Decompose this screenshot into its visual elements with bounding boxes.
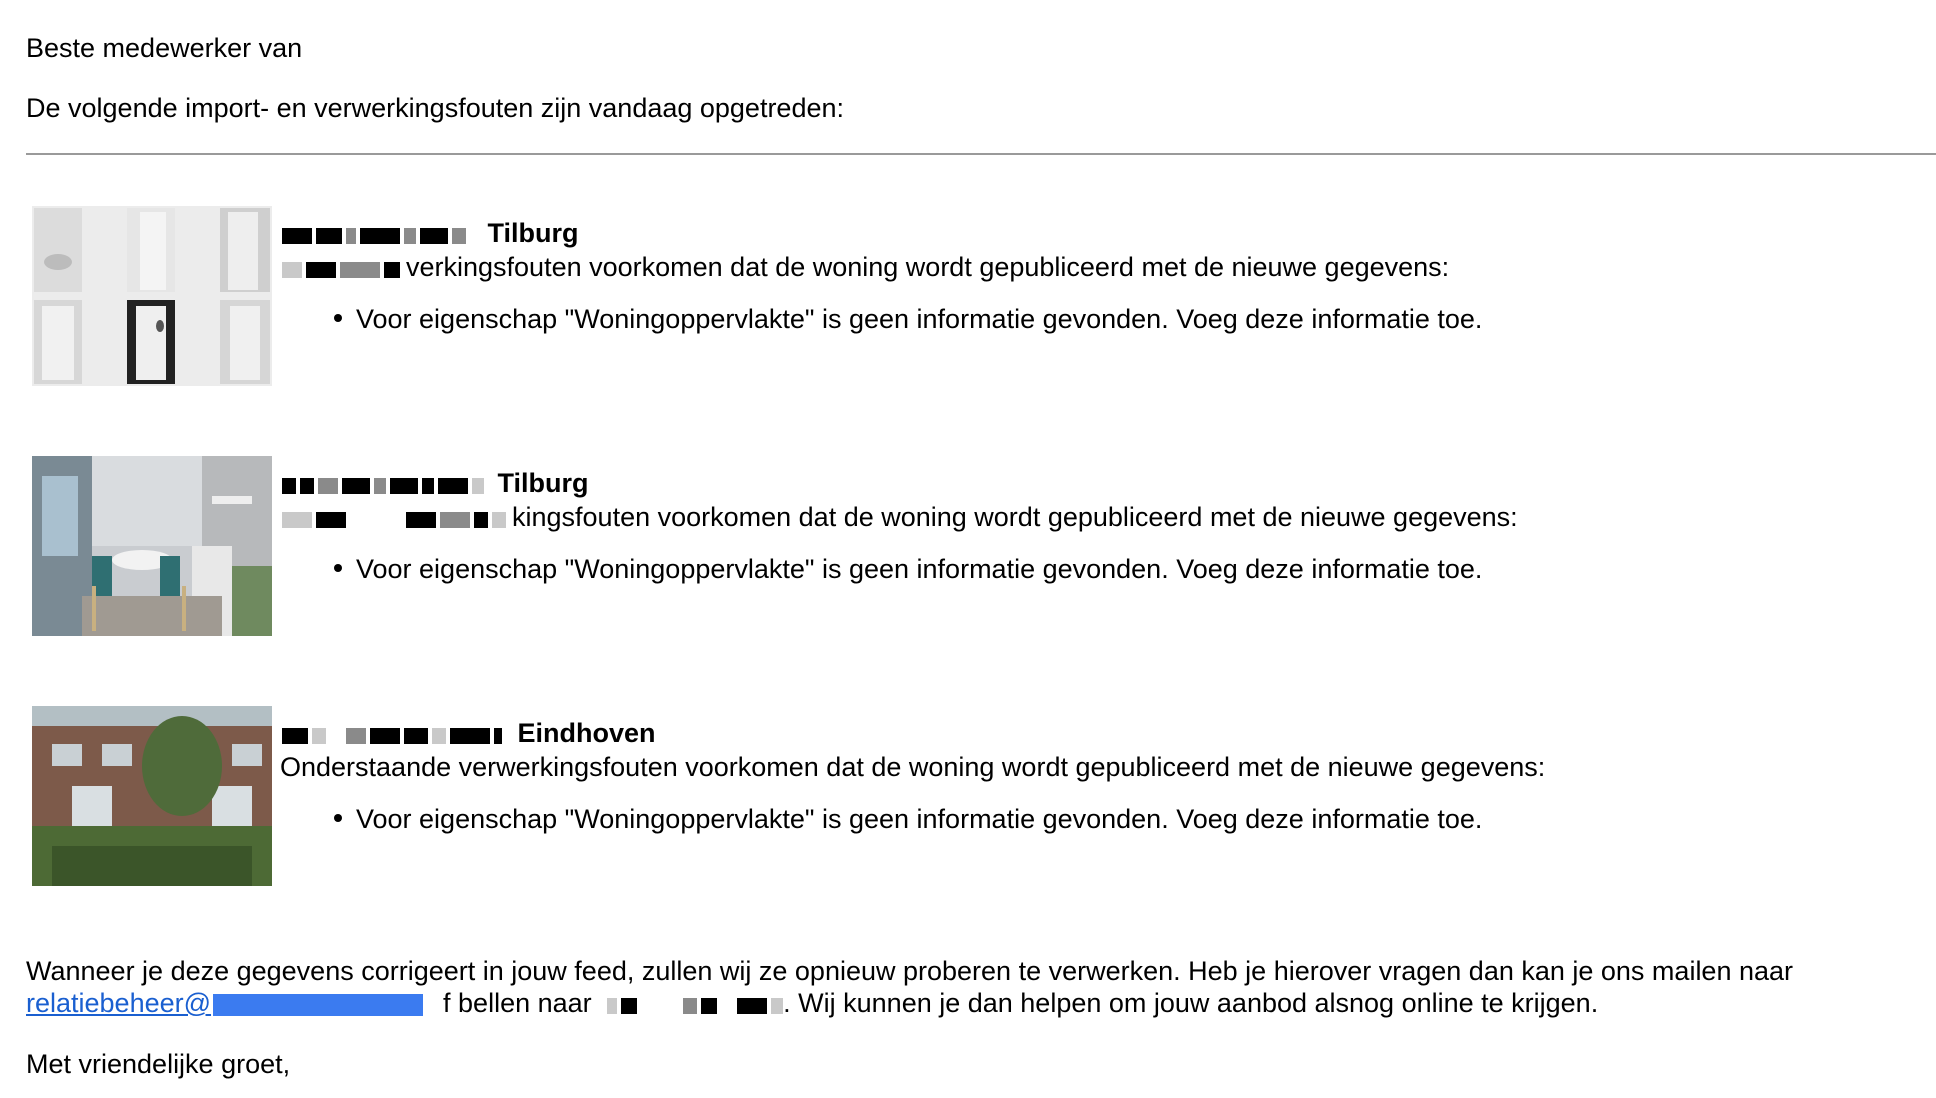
- listing-photo[interactable]: [32, 706, 272, 886]
- redacted-address: [282, 719, 510, 750]
- listing-subtitle-text: verkingsfouten voorkomen dat de woning wordt gepubliceerd met de nieuwe gegevens:: [406, 252, 1450, 282]
- error-item: [334, 554, 1482, 585]
- listing-photo[interactable]: [32, 456, 272, 636]
- bullet-icon: [334, 814, 342, 822]
- error-text: Voor eigenschap "Woningoppervlakte" is geen informatie gevonden. Voeg deze informatie toe.: [356, 804, 1483, 834]
- listing-city: Tilburg: [487, 218, 579, 248]
- greeting: Beste medewerker van: [26, 33, 303, 63]
- bullet-icon: [334, 314, 342, 322]
- redacted-email-domain: [213, 994, 423, 1016]
- listing-city: Eindhoven: [517, 718, 656, 748]
- intro-text: De volgende import- en verwerkingsfouten zijn vandaag opgetreden:: [26, 93, 845, 123]
- listing-title: [282, 468, 589, 500]
- listing-subtitle-text: kingsfouten voorkomen dat de woning wordt gepubliceerd met de nieuwe gegevens:: [512, 502, 1518, 532]
- redacted-text: [282, 253, 406, 284]
- email-link[interactable]: relatiebeheer@: [26, 988, 212, 1018]
- redacted-address: [282, 219, 480, 250]
- error-item: [334, 804, 1482, 835]
- call-text: f bellen naar: [443, 988, 592, 1018]
- redacted-address: [282, 469, 490, 500]
- listing-subtitle: [282, 502, 1518, 534]
- listing-subtitle: [280, 752, 1545, 783]
- listing-subtitle: [282, 252, 1449, 284]
- listing-title: [282, 218, 579, 250]
- divider: [26, 153, 1936, 155]
- footer-help-text: . Wij kunnen je dan helpen om jouw aanbod alsnog online te krijgen.: [783, 988, 1599, 1018]
- footer-contact-line: [26, 988, 1598, 1020]
- redacted-text: [282, 503, 512, 534]
- listing-city: Tilburg: [497, 468, 589, 498]
- bullet-icon: [334, 564, 342, 572]
- listing-subtitle-text: Onderstaande verwerkingsfouten voorkomen dat de woning wordt gepubliceerd met de nieuwe gegevens:: [280, 752, 1546, 782]
- listing-photo[interactable]: [32, 206, 272, 386]
- error-text: Voor eigenschap "Woningoppervlakte" is geen informatie gevonden. Voeg deze informatie toe.: [356, 554, 1483, 584]
- error-item: [334, 304, 1482, 335]
- closing: Met vriendelijke groet,: [26, 1049, 291, 1079]
- footer-text: Wanneer je deze gegevens corrigeert in jouw feed, zullen wij ze opnieuw proberen te verwerken. Heb je hierover vragen dan kan je ons mailen naar: [26, 956, 1794, 986]
- redacted-phone: [607, 989, 783, 1020]
- listing-title: [282, 718, 656, 750]
- error-text: Voor eigenschap "Woningoppervlakte" is geen informatie gevonden. Voeg deze informatie toe.: [356, 304, 1483, 334]
- listing-item: [32, 456, 1912, 638]
- listing-item: [32, 706, 1912, 888]
- listing-item: [32, 206, 1912, 388]
